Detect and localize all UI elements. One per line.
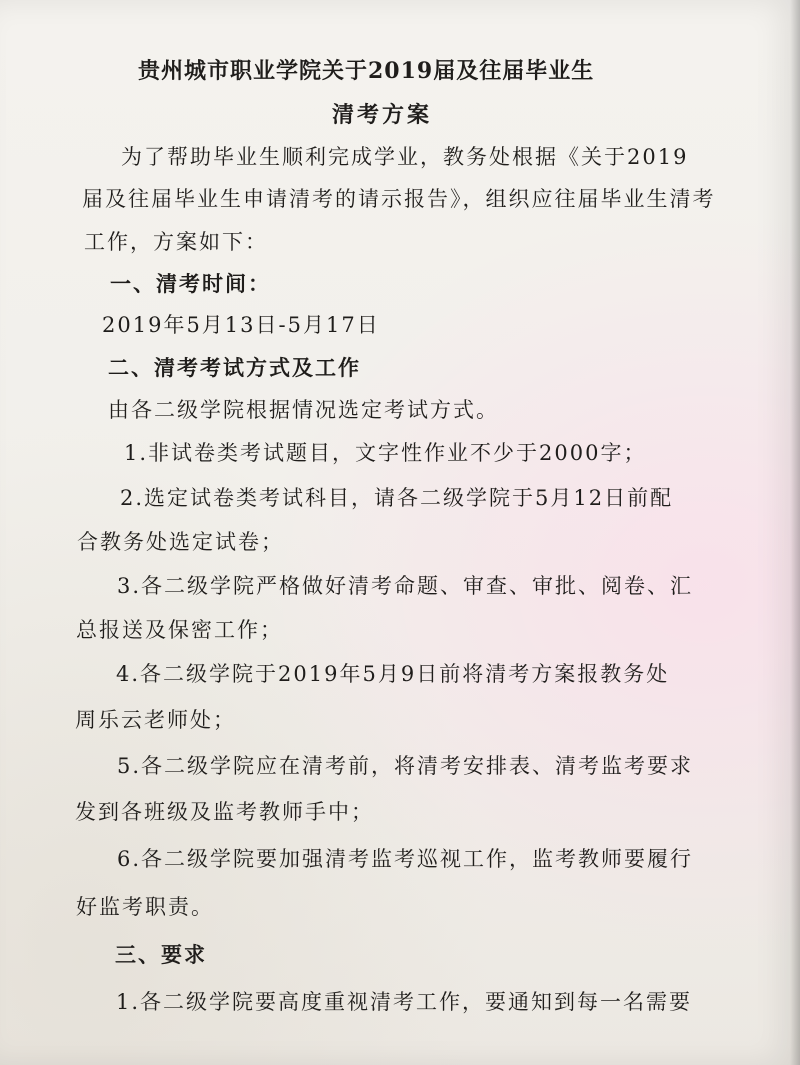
section2-item-5-line-1: 5.各二级学院应在清考前，将清考安排表、清考监考要求 xyxy=(117,754,694,778)
section3-item-1: 1.各二级学院要高度重视清考工作，要通知到每一名需要 xyxy=(116,990,693,1014)
section2-item-6-line-2: 好监考职责。 xyxy=(76,895,214,919)
section2-item-4-line-1: 4.各二级学院于2019年5月9日前将清考方案报教务处 xyxy=(116,662,670,686)
document-subtitle: 清考方案 xyxy=(332,102,433,128)
intro-line-3: 工作，方案如下： xyxy=(84,230,268,254)
section2-item-2-line-1: 2.选定试卷类考试科目，请各二级学院于5月12日前配 xyxy=(120,486,674,510)
section3-heading: 三、要求 xyxy=(115,942,207,967)
section2-heading: 二、清考考试方式及工作 xyxy=(108,355,361,380)
section2-item-5-line-2: 发到各班级及监考教师手中； xyxy=(75,800,374,824)
intro-line-1: 为了帮助毕业生顺利完成学业，教务处根据《关于2019 xyxy=(121,145,689,169)
section2-item-3-line-1: 3.各二级学院严格做好清考命题、审查、审批、阅卷、汇 xyxy=(117,574,694,598)
intro-line-2: 届及往届毕业生申请清考的请示报告》，组织应往届毕业生清考 xyxy=(82,187,716,211)
section2-intro: 由各二级学院根据情况选定考试方式。 xyxy=(108,398,499,422)
section1-heading: 一、清考时间： xyxy=(110,271,271,296)
section2-item-4-line-2: 周乐云老师处； xyxy=(75,708,236,732)
section1-content: 2019年5月13日-5月17日 xyxy=(102,313,380,337)
section2-item-1: 1.非试卷类考试题目，文字性作业不少于2000字； xyxy=(124,441,647,465)
section2-item-6-line-1: 6.各二级学院要加强清考监考巡视工作，监考教师要履行 xyxy=(117,847,694,871)
page-fold-shadow xyxy=(790,0,800,1065)
section2-item-3-line-2: 总报送及保密工作； xyxy=(76,618,283,642)
document-title: 贵州城市职业学院关于2019届及往届毕业生 xyxy=(138,58,595,84)
section2-item-2-line-2: 合教务处选定试卷； xyxy=(77,530,284,554)
